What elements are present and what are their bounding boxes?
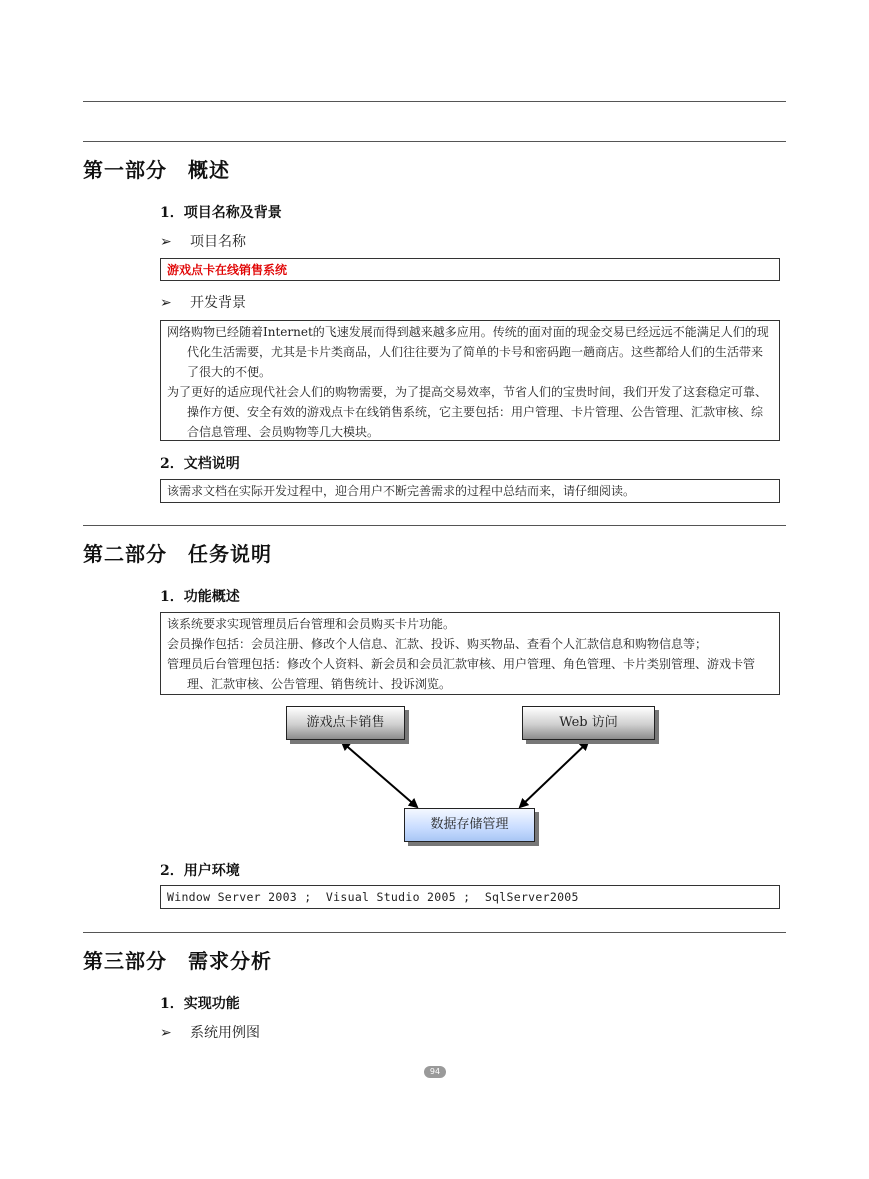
function-line: 管理员后台管理包括：修改个人资料、新会员和会员汇款审核、用户管理、角色管理、卡片类别管理、游戏卡管理、汇款审核、公告管理、销售统计、投诉浏览。 bbox=[167, 657, 756, 691]
function-line: 该系统要求实现管理员后台管理和会员购买卡片功能。 bbox=[167, 617, 456, 631]
bullet-usecase bbox=[160, 1022, 260, 1042]
project-name-value: 游戏点卡在线销售系统 bbox=[167, 263, 288, 277]
background-paragraph: 为了更好的适应现代社会人们的购物需要，为了提高交易效率，节省人们的宝贵时间，我们开发了这套稳定可靠、操作方便、安全有效的游戏点卡在线销售系统，它主要包括：用户管理、卡片管理、公告管理、汇款审核、综合信息管理、会员购物等几大模块。 bbox=[167, 385, 768, 439]
arrow-bullet-icon: ➢ bbox=[160, 234, 172, 250]
arrow-right-to-storage bbox=[520, 742, 588, 807]
arrow-bullet-icon: ➢ bbox=[160, 295, 172, 311]
diagram-node-data-storage-label: 数据存储管理 bbox=[430, 817, 509, 832]
environment-box bbox=[160, 885, 780, 909]
diagram-node-data-storage bbox=[404, 808, 535, 842]
part1-title: 第一部分 概述 bbox=[83, 158, 230, 182]
function-line: 会员操作包括：会员注册、修改个人信息、汇款、投诉、购买物品、查看个人汇款信息和购物信息等； bbox=[167, 637, 708, 651]
part2-title: 第二部分 任务说明 bbox=[83, 542, 272, 566]
environment-text: Window Server 2003 ; Visual Studio 2005 ; SqlServer2005 bbox=[167, 890, 579, 904]
part3-rule bbox=[83, 932, 786, 933]
bullet-background-label: 开发背景 bbox=[190, 295, 246, 311]
arrow-bullet-icon: ➢ bbox=[160, 1025, 172, 1041]
diagram-node-game-card-sales-label: 游戏点卡销售 bbox=[306, 715, 385, 730]
part2-section2-title: 2．用户环境 bbox=[160, 863, 240, 879]
part1-section2-title: 2．文档说明 bbox=[160, 456, 240, 472]
bullet-usecase-label: 系统用例图 bbox=[190, 1025, 260, 1041]
arrow-left-to-storage bbox=[342, 742, 417, 807]
diagram-node-web-access bbox=[522, 706, 655, 740]
part1-section1-title: 1．项目名称及背景 bbox=[160, 205, 282, 221]
doc-note-text: 该需求文档在实际开发过程中，迎合用户不断完善需求的过程中总结而来，请仔细阅读。 bbox=[167, 484, 636, 498]
background-paragraph: 网络购物已经随着Internet的飞速发展而得到越来越多应用。传统的面对面的现金交易已经远远不能满足人们的现代化生活需要，尤其是卡片类商品，人们往往要为了简单的卡号和密码跑一趟商店。这些都给人们的生活带来了很大的不便。 bbox=[167, 325, 769, 379]
diagram-node-game-card-sales bbox=[286, 706, 405, 740]
page-number-badge: 94 bbox=[424, 1066, 446, 1078]
bullet-project-name-label: 项目名称 bbox=[190, 234, 246, 250]
part3-title: 第三部分 需求分析 bbox=[83, 949, 272, 973]
part3-section1-title: 1．实现功能 bbox=[160, 996, 240, 1012]
diagram-node-web-access-label: Web 访问 bbox=[559, 715, 618, 730]
part2-section1-title: 1．功能概述 bbox=[160, 589, 240, 605]
